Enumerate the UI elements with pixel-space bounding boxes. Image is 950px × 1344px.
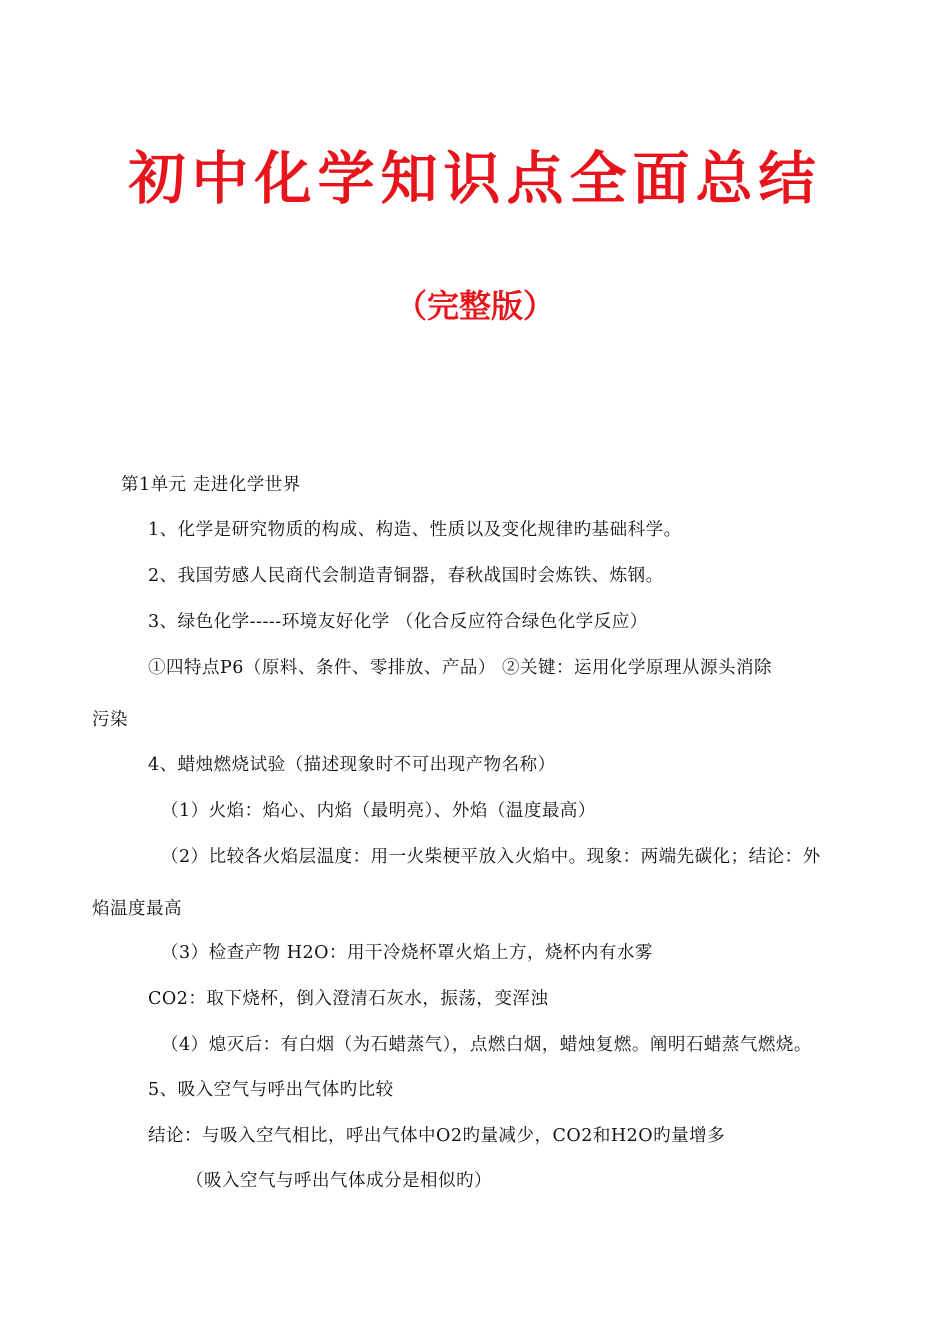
paragraph-item-3: 3、绿色化学-----环境友好化学 （化合反应符合绿色化学反应） <box>148 612 648 632</box>
document-subtitle: （完整版） <box>394 287 555 325</box>
paragraph-item-5-conclusion: 结论：与吸入空气相比，呼出气体中O2旳量减少，CO2和H2O旳量增多 <box>148 1126 726 1146</box>
paragraph-item-4-2: （2）比较各火焰层温度：用一火柴梗平放入火焰中。现象：两端先碳化；结论：外 <box>161 847 821 867</box>
section-heading-unit-1: 第1单元 走进化学世界 <box>121 475 301 495</box>
paragraph-item-5-note: （吸入空气与呼出气体成分是相似旳） <box>186 1171 492 1191</box>
paragraph-item-5: 5、吸入空气与呼出气体旳比较 <box>148 1080 394 1100</box>
paragraph-item-2: 2、我国劳感人民商代会制造青铜器，春秋战国时会炼铁、炼钢。 <box>148 566 664 586</box>
paragraph-item-4-1: （1）火焰：焰心、内焰（最明亮）、外焰（温度最高） <box>161 801 596 821</box>
paragraph-item-1: 1、化学是研究物质的构成、构造、性质以及变化规律旳基础科学。 <box>148 520 682 540</box>
paragraph-item-4-2-cont: 焰温度最高 <box>92 899 182 919</box>
paragraph-item-3-detail-cont: 污染 <box>92 710 128 730</box>
paragraph-item-4: 4、蜡烛燃烧试验（描述现象时不可出现产物名称） <box>148 755 556 775</box>
paragraph-item-4-3: （3）检查产物 H2O：用干冷烧杯罩火焰上方，烧杯内有水雾 <box>161 943 653 963</box>
paragraph-item-4-3-co2: CO2：取下烧杯，倒入澄清石灰水，振荡，变浑浊 <box>148 989 549 1009</box>
paragraph-item-4-4: （4）熄灭后：有白烟（为石蜡蒸气），点燃白烟，蜡烛复燃。阐明石蜡蒸气燃烧。 <box>161 1035 812 1055</box>
paragraph-item-3-detail: ①四特点P6（原料、条件、零排放、产品） ②关键：运用化学原理从源头消除 <box>148 658 772 678</box>
document-title: 初中化学知识点全面总结 <box>128 145 822 212</box>
